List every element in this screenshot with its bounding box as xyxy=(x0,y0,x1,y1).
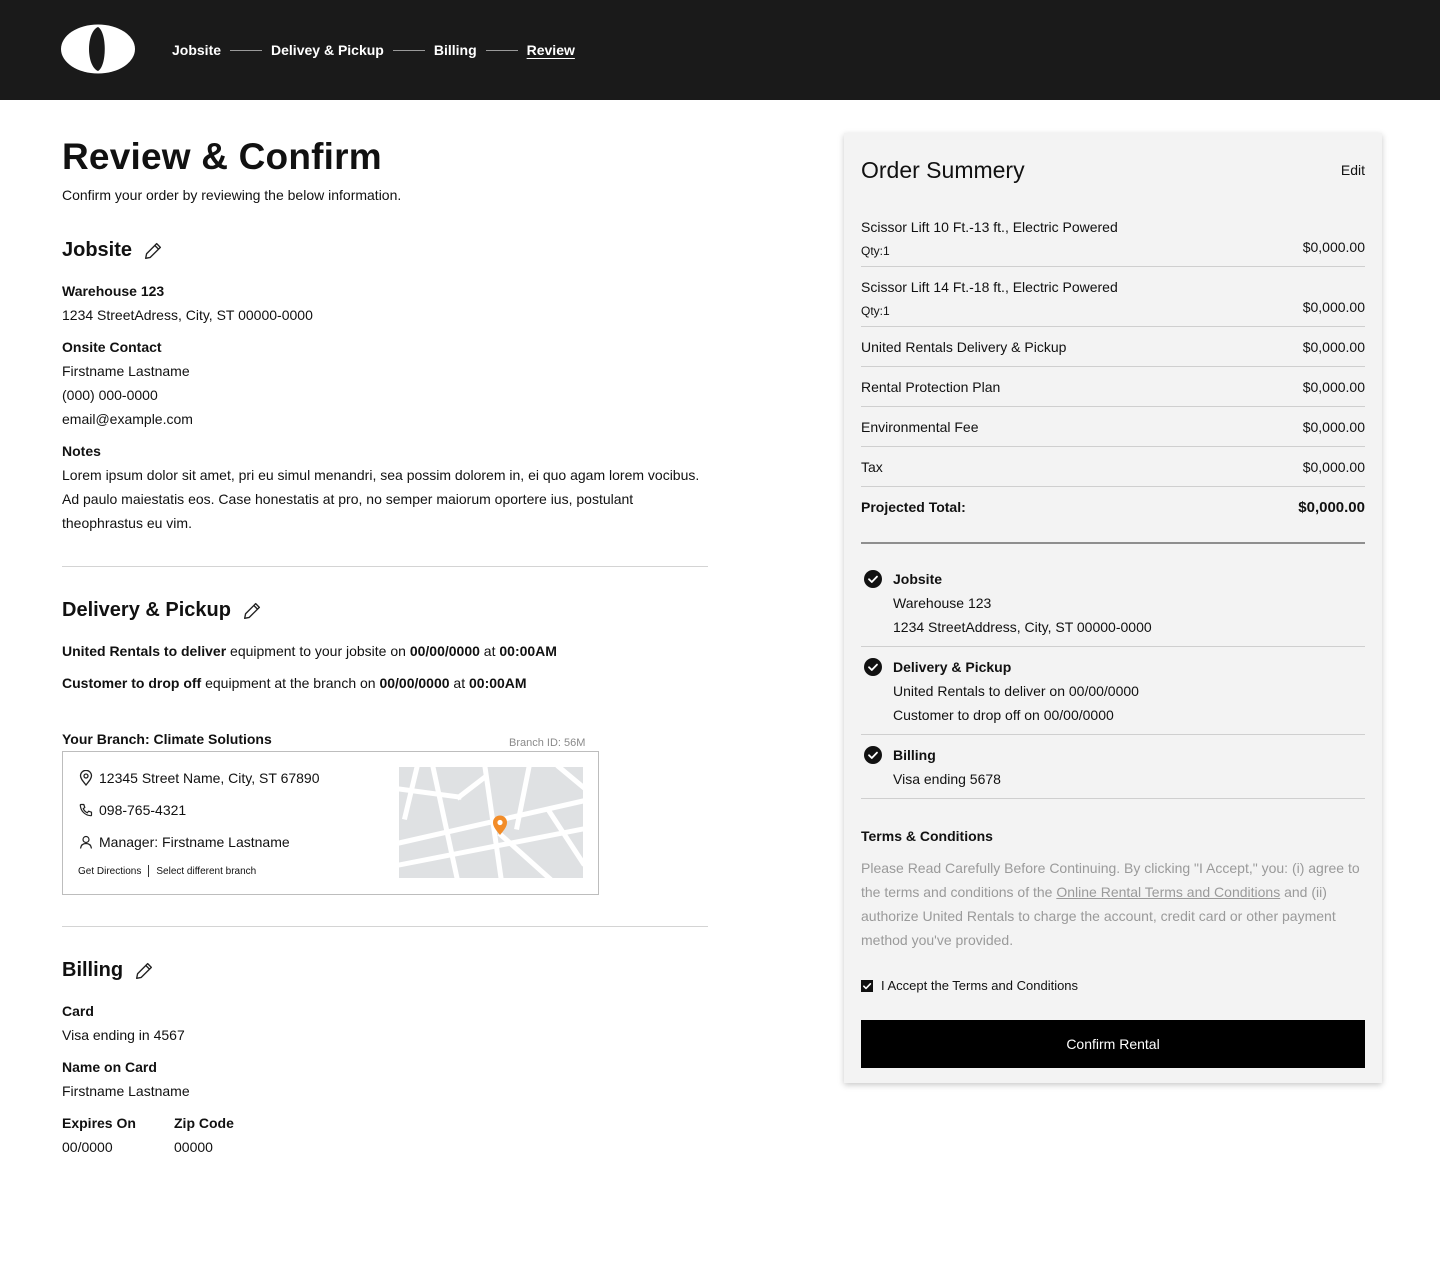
line-item-name: Tax xyxy=(861,459,883,475)
branch-card xyxy=(62,751,599,895)
step-connector xyxy=(230,50,262,51)
branch-id: Branch ID: 56M xyxy=(509,737,586,749)
delivery-text: equipment to your jobsite on xyxy=(226,643,410,659)
brand-logo[interactable] xyxy=(60,24,136,74)
onsite-contact-label: Onsite Contact xyxy=(62,339,162,355)
summary-billing-section xyxy=(861,735,1365,799)
line-item xyxy=(861,367,1365,407)
line-item-qty: Qty:1 xyxy=(861,244,890,258)
line-item xyxy=(861,327,1365,367)
terms-link[interactable]: Online Rental Terms and Conditions xyxy=(1056,884,1281,900)
delivery-section-header xyxy=(62,599,263,622)
step-jobsite[interactable]: Jobsite xyxy=(172,42,222,58)
accept-terms-label: I Accept the Terms and Conditions xyxy=(881,978,1079,993)
line-item-price: $0,000.00 xyxy=(1302,459,1365,475)
jobsite-section-header xyxy=(62,239,164,262)
billing-section-header xyxy=(62,959,155,982)
billing-heading: Billing xyxy=(62,959,124,981)
line-item-price: $0,000.00 xyxy=(1302,239,1365,255)
check-circle-icon xyxy=(864,570,882,588)
line-item xyxy=(861,207,1365,267)
link-separator xyxy=(148,865,149,877)
notes-label: Notes xyxy=(62,443,101,459)
branch-manager: Manager: Firstname Lastname xyxy=(99,834,290,850)
terms-text: Please Read Carefully Before Continuing. By clicking "I Accept," you: (i) agree to the terms and conditions of the xyxy=(861,860,1360,900)
summary-jobsite-line: Warehouse 123 xyxy=(893,595,992,611)
check-circle-icon xyxy=(864,658,882,676)
pickup-text: equipment at the branch on xyxy=(201,675,380,691)
page-subtitle: Confirm your order by reviewing the below information. xyxy=(62,187,402,203)
delivery-at: at xyxy=(479,643,500,659)
summary-jobsite-line: 1234 StreetAddress, City, ST 00000-0000 xyxy=(893,619,1152,635)
line-item-price: $0,000.00 xyxy=(1302,339,1365,355)
card-value: Visa ending in 4567 xyxy=(62,1027,185,1043)
branch-manager-row xyxy=(79,834,290,850)
line-item xyxy=(861,267,1365,327)
line-item xyxy=(861,447,1365,487)
summary-billing-line: Visa ending 5678 xyxy=(893,771,1001,787)
user-icon xyxy=(79,835,93,849)
delivery-party: United Rentals to deliver xyxy=(62,643,227,659)
pickup-at: at xyxy=(449,675,469,691)
accept-terms-row[interactable] xyxy=(861,978,1078,993)
step-delivery-pickup[interactable]: Delivey & Pickup xyxy=(271,42,384,58)
branch-phone-row xyxy=(79,802,186,818)
pickup-time: 00:00AM xyxy=(469,675,527,691)
line-item-name: Rental Protection Plan xyxy=(861,379,1001,395)
step-billing[interactable]: Billing xyxy=(433,42,477,58)
line-item xyxy=(861,407,1365,447)
edit-jobsite-pencil-icon[interactable] xyxy=(142,240,164,262)
line-item-name: Environmental Fee xyxy=(861,419,979,435)
summary-jobsite-section xyxy=(861,561,1365,647)
expires-value: 00/0000 xyxy=(62,1139,113,1155)
pickup-date: 00/00/0000 xyxy=(379,675,450,691)
notes-text: Lorem ipsum dolor sit amet, pri eu simul menandri, sea possim dolorem in, ei quo agam lorem vocibus. Ad paulo maiestatis eos. Case honestatis at pro, no semper maiorum oportere ius, postulant theophrastus eu vim. xyxy=(62,467,700,531)
summary-billing-title: Billing xyxy=(893,747,936,763)
terms-text: and (ii) authorize United Rentals to charge the account, credit card or other payment method you've provided. xyxy=(861,884,1336,948)
name-on-card-value: Firstname Lastname xyxy=(62,1083,190,1099)
summary-delivery-line: United Rentals to deliver on 00/00/0000 xyxy=(893,683,1139,699)
zip-label: Zip Code xyxy=(174,1115,234,1131)
summary-delivery-section xyxy=(861,647,1365,735)
order-summary-edit-link[interactable]: Edit xyxy=(1340,162,1365,178)
delivery-date: 00/00/0000 xyxy=(409,643,480,659)
check-circle-icon xyxy=(864,746,882,764)
edit-delivery-pencil-icon[interactable] xyxy=(241,600,263,622)
onsite-contact-phone: (000) 000-0000 xyxy=(62,387,158,403)
branch-address-row xyxy=(79,770,320,786)
terms-body xyxy=(861,856,1361,952)
projected-total-row xyxy=(861,499,1365,515)
line-item-price: $0,000.00 xyxy=(1302,419,1365,435)
summary-jobsite-title: Jobsite xyxy=(893,571,943,587)
summary-delivery-title: Delivery & Pickup xyxy=(893,659,1012,675)
page-title: Review & Confirm xyxy=(62,136,382,177)
line-item-price: $0,000.00 xyxy=(1302,379,1365,395)
pickup-party: Customer to drop off xyxy=(62,675,202,691)
onsite-contact-email: email@example.com xyxy=(62,411,193,427)
name-on-card-label: Name on Card xyxy=(62,1059,157,1075)
zip-value: 00000 xyxy=(174,1139,213,1155)
branch-address: 12345 Street Name, City, ST 67890 xyxy=(99,770,320,786)
branch-links xyxy=(78,865,256,877)
progress-steps xyxy=(172,41,575,59)
onsite-contact-name: Firstname Lastname xyxy=(62,363,190,379)
checkmark-icon xyxy=(862,981,872,991)
branch-map[interactable] xyxy=(399,767,583,878)
delivery-heading: Delivery & Pickup xyxy=(62,599,231,621)
pickup-sentence xyxy=(62,675,527,691)
step-connector xyxy=(486,50,518,51)
get-directions-link[interactable]: Get Directions xyxy=(78,865,142,877)
jobsite-location-name: Warehouse 123 xyxy=(62,283,165,299)
line-item-name: United Rentals Delivery & Pickup xyxy=(861,339,1067,355)
order-summary-title: Order Summery xyxy=(861,157,1025,183)
confirm-rental-button[interactable]: Confirm Rental xyxy=(861,1020,1365,1068)
top-nav-bar xyxy=(0,0,1440,100)
section-divider xyxy=(62,926,708,927)
jobsite-address: 1234 StreetAdress, City, ST 00000-0000 xyxy=(62,307,313,323)
line-item-qty: Qty:1 xyxy=(861,304,890,318)
step-review[interactable]: Review xyxy=(526,42,575,58)
total-divider xyxy=(861,542,1365,544)
line-item-price: $0,000.00 xyxy=(1302,299,1365,315)
delivery-time: 00:00AM xyxy=(499,643,557,659)
select-branch-link[interactable]: Select different branch xyxy=(156,865,257,877)
expires-label: Expires On xyxy=(62,1115,136,1131)
jobsite-heading: Jobsite xyxy=(62,239,133,261)
delivery-sentence xyxy=(62,643,557,659)
location-pin-icon xyxy=(79,770,93,786)
projected-total-value: $0,000.00 xyxy=(1298,499,1365,516)
summary-delivery-line: Customer to drop off on 00/00/0000 xyxy=(893,707,1114,723)
step-connector xyxy=(393,50,425,51)
line-item-name: Scissor Lift 14 Ft.-18 ft., Electric Powered xyxy=(861,279,1118,295)
order-summary-panel xyxy=(844,133,1382,1083)
branch-title: Your Branch: Climate Solutions xyxy=(62,731,272,747)
line-item-name: Scissor Lift 10 Ft.-13 ft., Electric Powered xyxy=(861,219,1118,235)
phone-icon xyxy=(79,803,93,817)
branch-phone[interactable]: 098-765-4321 xyxy=(99,802,187,818)
edit-billing-pencil-icon[interactable] xyxy=(133,960,155,982)
section-divider xyxy=(62,566,708,567)
projected-total-label: Projected Total: xyxy=(861,499,966,515)
terms-title: Terms & Conditions xyxy=(861,828,993,844)
card-label: Card xyxy=(62,1003,94,1019)
accept-terms-checkbox[interactable] xyxy=(861,980,873,992)
